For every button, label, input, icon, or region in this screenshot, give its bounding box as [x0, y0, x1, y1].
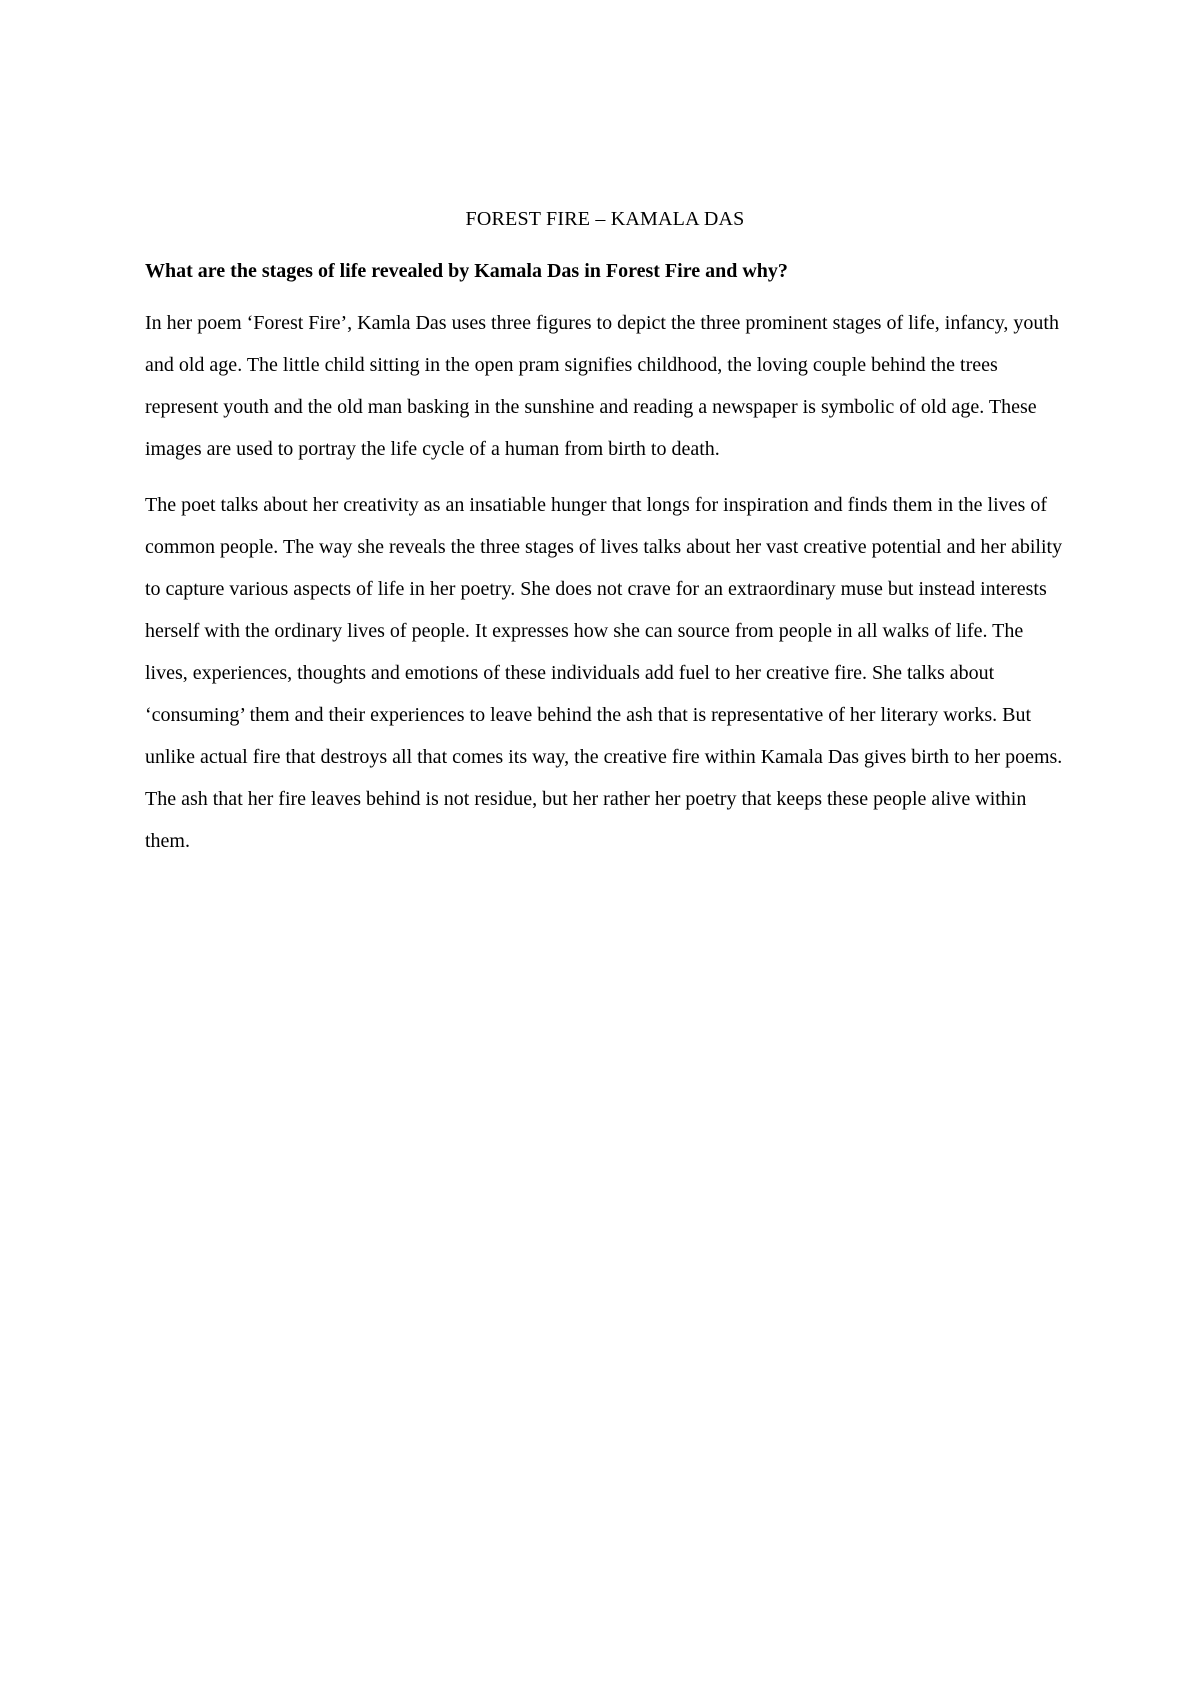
paragraph-1: In her poem ‘Forest Fire’, Kamla Das uses three figures to depict the three prominent stages of life, infancy, youth and old age. The little child sitting in the open pram signifies childhood, the loving couple behind the trees represent youth and the old man basking in the sunshine and reading a newspaper is symbolic of old age. These images are used to portray the life cycle of a human from birth to death.: [145, 312, 1059, 460]
paragraph-2: The poet talks about her creativity as an insatiable hunger that longs for inspiration and finds them in the lives of common people. The way she reveals the three stages of lives talks about her vast creative potential and her ability to capture various aspects of life in her poetry. She does not crave for an extraordinary muse but instead interests herself with the ordinary lives of people. It expresses how she can source from people in all walks of life. The lives, experiences, thoughts and emotions of these individuals add fuel to her creative fire. She talks about ‘consuming’ them and their experiences to leave behind the ash that is representative of her literary works. But unlike actual fire that destroys all that comes its way, the creative fire within Kamala Das gives birth to her poems. The ash that her fire leaves behind is not residue, but her rather her poetry that keeps these people alive within them.: [145, 494, 1063, 852]
document-title: FOREST FIRE – KAMALA DAS: [465, 208, 745, 230]
question-heading: What are the stages of life revealed by Kamala Das in Forest Fire and why?: [145, 260, 788, 282]
document-body: [145, 204, 1065, 862]
